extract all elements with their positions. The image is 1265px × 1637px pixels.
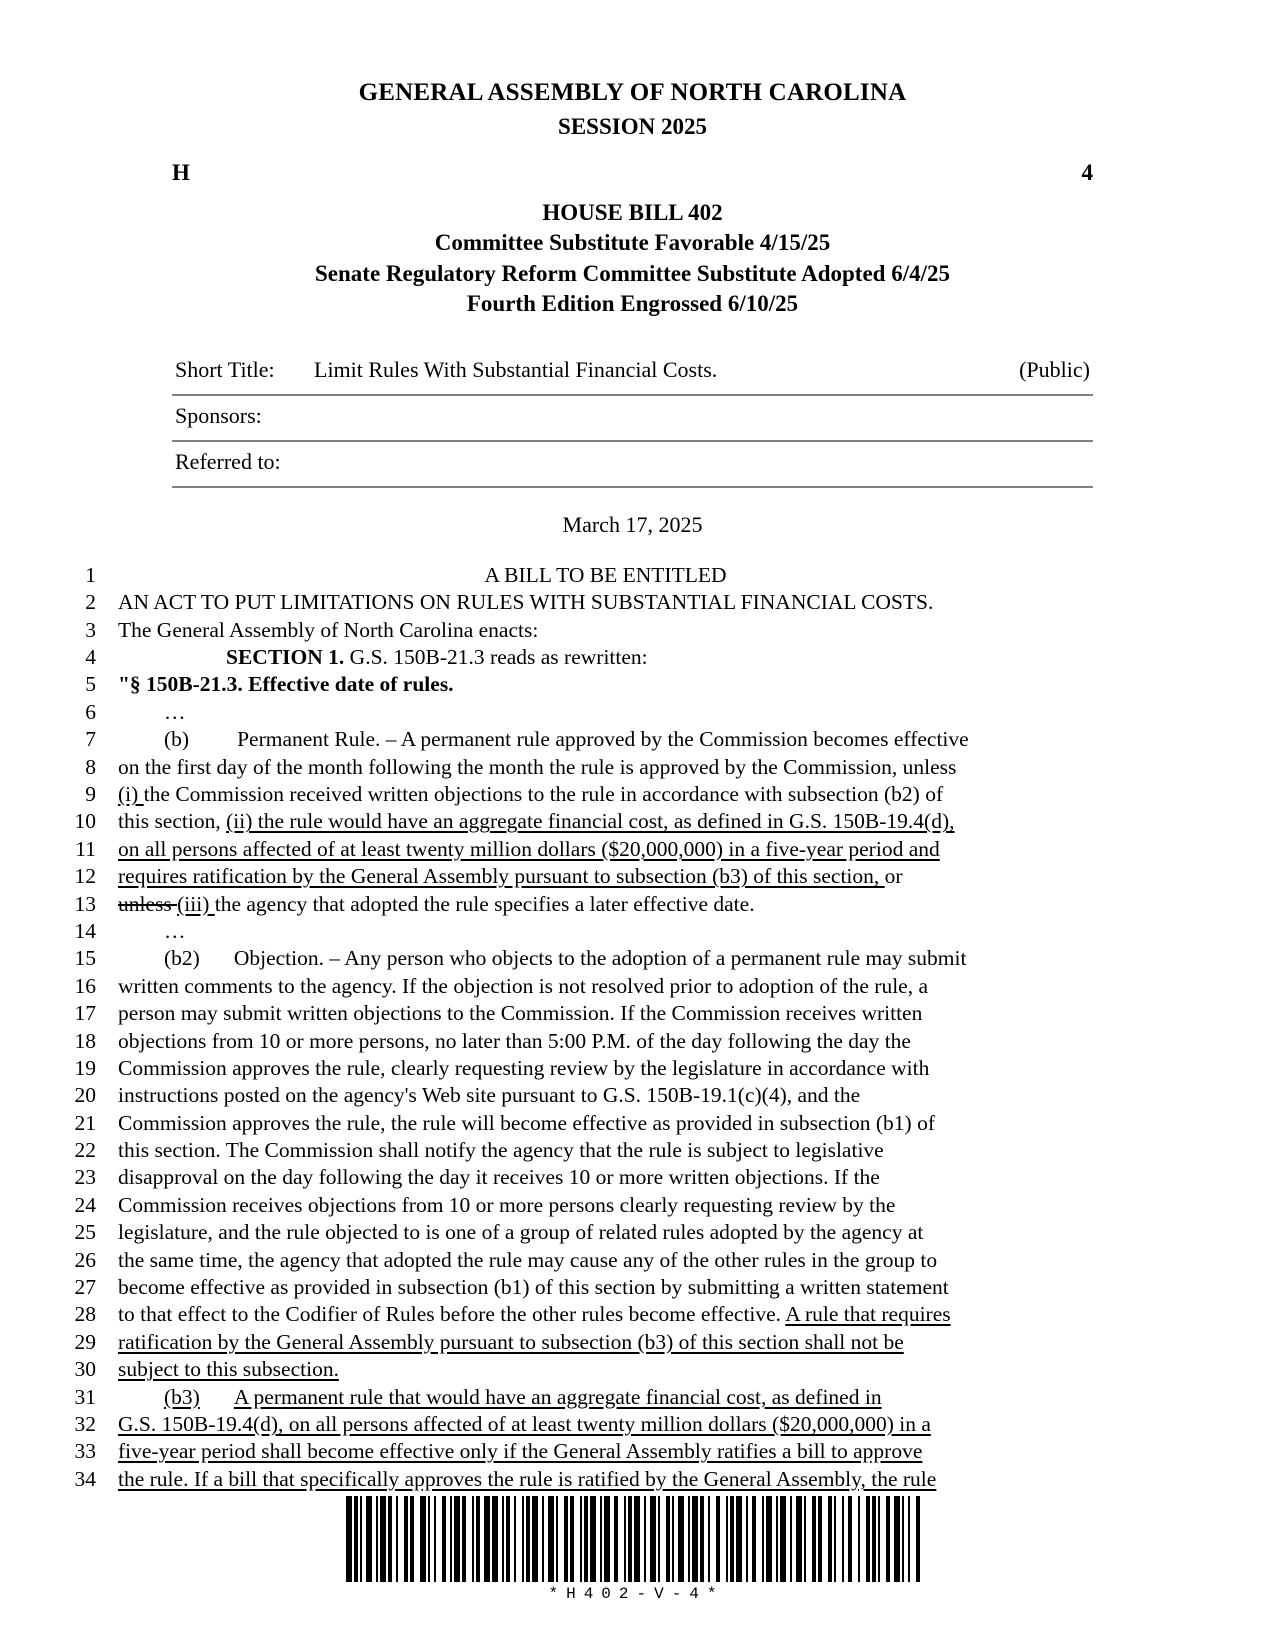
bill-line [75,836,1093,863]
bill-line [85,726,1093,753]
bill-line [74,1329,1093,1356]
line-text [118,1329,1093,1356]
referred-to-row [172,442,1093,488]
bill-date: March 17, 2025 [562,511,703,537]
line-text [118,973,1093,1000]
line-text [118,863,1093,890]
line-text [118,836,1093,863]
line-segment: (i) [118,781,144,806]
line-segment: The General Assembly of North Carolina enacts: [118,617,539,642]
line-segment: this section, [118,809,227,834]
bill-line [85,699,1093,726]
bill-line [85,617,1093,644]
line-segment: five-year period shall become effective only if the General Assembly ratifies a bill to approve [118,1439,923,1464]
line-segment: G.S. 150B-21.3 reads as rewritten: [344,645,648,670]
line-segment: the agency that adopted the rule specifies a later effective date. [214,891,755,916]
line-text [118,1164,1093,1191]
bill-line [74,1082,1093,1109]
bill-line [74,1000,1093,1027]
line-number: 22 [74,1138,96,1163]
line-text [118,945,1093,972]
line-text [118,644,1093,671]
line-text [118,1219,1093,1246]
bill-line [85,781,1093,808]
line-segment: become effective as provided in subsection (b1) of this section by submitting a written statement [118,1275,949,1300]
line-number: 10 [74,809,96,834]
bill-line [74,1274,1093,1301]
bill-line [74,1164,1093,1191]
bill-line [74,973,1093,1000]
bill-line [85,754,1093,781]
line-segment: instructions posted on the agency's Web site pursuant to G.S. 150B-19.1(c)(4), and the [118,1083,861,1108]
line-text [118,918,1093,945]
bill-body [0,562,1265,1493]
barcode-image [346,1496,920,1582]
line-segment: (b2) [164,946,200,971]
line-number: 29 [74,1329,96,1354]
bill-line [74,918,1093,945]
line-segment: disapproval on the day following the day it receives 10 or more written objections. If the [118,1165,880,1190]
line-segment: person may submit written objections to the Commission. If the Commission receives written [118,1001,923,1026]
line-number: 12 [74,864,96,889]
line-segment: AN ACT TO PUT LIMITATIONS ON RULES WITH SUBSTANTIAL FINANCIAL COSTS. [118,590,934,615]
line-text [118,1110,1093,1137]
line-text [118,891,1093,918]
line-number: 26 [74,1247,96,1272]
line-segment: G.S. 150B-19.4(d), on all persons affected of at least twenty million dollars ($20,000,000) in a [118,1411,931,1436]
bill-meta-table [172,350,1093,488]
bill-line [74,1055,1093,1082]
line-segment: Commission approves the rule, the rule will become effective as provided in subsection (b1) of [118,1110,935,1135]
line-number: 7 [85,727,96,752]
bill-line [85,671,1093,698]
chamber-code: H [172,159,190,185]
line-number: 6 [85,699,96,724]
line-text [118,589,1093,616]
line-number: 31 [74,1384,96,1409]
line-number: 20 [74,1083,96,1108]
line-segment: Commission receives objections from 10 or more persons clearly requesting review by the [118,1192,896,1217]
bill-version-1: Committee Substitute Favorable 4/15/25 [434,230,831,256]
line-text [118,1274,1093,1301]
bill-line [74,1384,1093,1411]
public-marker: (Public) [1019,356,1090,382]
line-number: 32 [74,1411,96,1436]
line-number: 11 [75,836,96,861]
line-number: 30 [74,1357,96,1382]
line-segment: (iii) [177,891,215,916]
barcode-block [0,1483,1265,1603]
bill-line [74,1438,1093,1465]
bill-line [74,945,1093,972]
sponsors-row [172,396,1093,442]
bill-line [85,589,1093,616]
line-segment: Objection. – Any person who objects to the adoption of a permanent rule may submit [233,946,967,971]
line-segment: A permanent rule that would have an aggregate financial cost, as defined in [233,1384,882,1409]
line-text [118,1438,1093,1465]
line-segment: Commission approves the rule, clearly requesting review by the legislature in accordance with [118,1055,930,1080]
line-text [118,671,1093,698]
bill-version-3: Fourth Edition Engrossed 6/10/25 [466,291,799,317]
line-segment: (ii) the rule would have an aggregate financial cost, as defined in G.S. 150B-19.4(d), [226,809,955,834]
line-segment: the same time, the agency that adopted the rule may cause any of the other rules in the group to [118,1247,938,1272]
bill-number: HOUSE BILL 402 [542,199,723,225]
line-segment: … [164,699,186,724]
line-number: 3 [85,617,96,642]
line-segment: requires ratification by the General Assembly pursuant to subsection (b3) of this section, [118,864,885,889]
line-text [118,1055,1093,1082]
line-number: 2 [85,590,96,615]
line-number: 19 [74,1055,96,1080]
line-number: 33 [74,1439,96,1464]
line-segment: to that effect to the Codifier of Rules before the other rules become effective. [118,1302,786,1327]
line-number: 4 [85,645,96,670]
line-number: 18 [74,1028,96,1053]
bill-line [74,863,1093,890]
line-segment: subject to this subsection. [118,1357,339,1382]
bill-line [74,1110,1093,1137]
line-number: 21 [74,1110,96,1135]
line-text [118,1411,1093,1438]
line-number: 16 [74,973,96,998]
line-text [118,726,1093,753]
short-title-value: Limit Rules With Substantial Financial Costs. [314,356,718,382]
line-text [118,699,1093,726]
chamber-row [0,160,1265,194]
line-number: 15 [74,946,96,971]
line-number: 25 [74,1220,96,1245]
line-segment: … [164,918,186,943]
line-segment: ratification by the General Assembly pursuant to subsection (b3) of this section shall not be [118,1329,904,1354]
bill-line [74,891,1093,918]
short-title-row [172,350,1093,396]
line-segment: SECTION 1. [226,645,345,670]
line-text [118,617,1093,644]
bill-line [74,1301,1093,1328]
line-text [118,1137,1093,1164]
short-title-label: Short Title: [175,356,275,382]
line-text [118,1356,1093,1383]
line-segment: A BILL TO BE ENTITLED [484,562,727,587]
line-number: 13 [74,891,96,916]
line-number: 27 [74,1275,96,1300]
line-text [118,562,1093,589]
line-number: 9 [85,781,96,806]
barcode-label: *H402-V-4* [548,1585,725,1603]
line-segment: on all persons affected of at least twenty million dollars ($20,000,000) in a five-year period and [118,836,940,861]
line-segment: Permanent Rule. – A permanent rule approved by the Commission becomes effective [237,727,969,752]
line-number: 1 [85,562,96,587]
session-title: SESSION 2025 [558,113,707,139]
line-number: 8 [85,754,96,779]
bill-line [74,1356,1093,1383]
bill-line [74,1247,1093,1274]
line-segment: written comments to the agency. If the objection is not resolved prior to adoption of the rule, a [118,973,929,998]
line-segment: unless [118,891,178,916]
line-text [118,1384,1093,1411]
bill-line [74,808,1093,835]
bill-line [74,1192,1093,1219]
line-segment: objections from 10 or more persons, no later than 5:00 P.M. of the day following the day the [118,1028,911,1053]
line-segment: A rule that requires [785,1302,951,1327]
line-segment: or [884,864,903,889]
line-segment: on the first day of the month following the month the rule is approved by the Commission, unless [118,754,957,779]
line-text [118,1192,1093,1219]
line-segment: this section. The Commission shall notify the agency that the rule is subject to legislative [118,1138,884,1163]
line-text [118,781,1093,808]
line-number: 28 [74,1302,96,1327]
line-segment: "§ 150B-21.3. Effective date of rules. [118,672,454,697]
sponsors-label: Sponsors: [175,402,262,428]
referred-to-label: Referred to: [175,448,281,474]
bill-title-block [0,198,1265,320]
line-text [118,808,1093,835]
masthead [0,0,1265,142]
line-segment: (b) [164,727,190,752]
assembly-title: GENERAL ASSEMBLY OF NORTH CAROLINA [358,79,907,106]
line-number: 23 [74,1165,96,1190]
line-segment: (b3) [164,1384,200,1409]
bill-line [74,1219,1093,1246]
bill-line [74,1411,1093,1438]
line-text [118,1082,1093,1109]
line-segment: the Commission received written objections to the rule in accordance with subsection (b2) of [143,781,944,806]
line-text [118,1000,1093,1027]
line-number: 24 [74,1192,96,1217]
bill-line [74,1137,1093,1164]
line-number: 34 [74,1466,96,1491]
line-text [118,754,1093,781]
bill-line [85,644,1093,671]
bill-version-2: Senate Regulatory Reform Committee Substitute Adopted 6/4/25 [315,260,950,286]
edition-number: 4 [1081,159,1093,185]
line-number: 5 [85,672,96,697]
line-number: 17 [74,1001,96,1026]
line-text [118,1028,1093,1055]
line-segment: the rule. If a bill that specifically approves the rule is ratified by the General Assembly, the rule [118,1466,937,1491]
bill-line [85,562,1093,589]
line-segment: legislature, and the rule objected to is one of a group of related rules adopted by the agency at [118,1220,924,1245]
line-number: 14 [74,918,96,943]
bill-line [74,1028,1093,1055]
line-text [118,1301,1093,1328]
line-text [118,1247,1093,1274]
